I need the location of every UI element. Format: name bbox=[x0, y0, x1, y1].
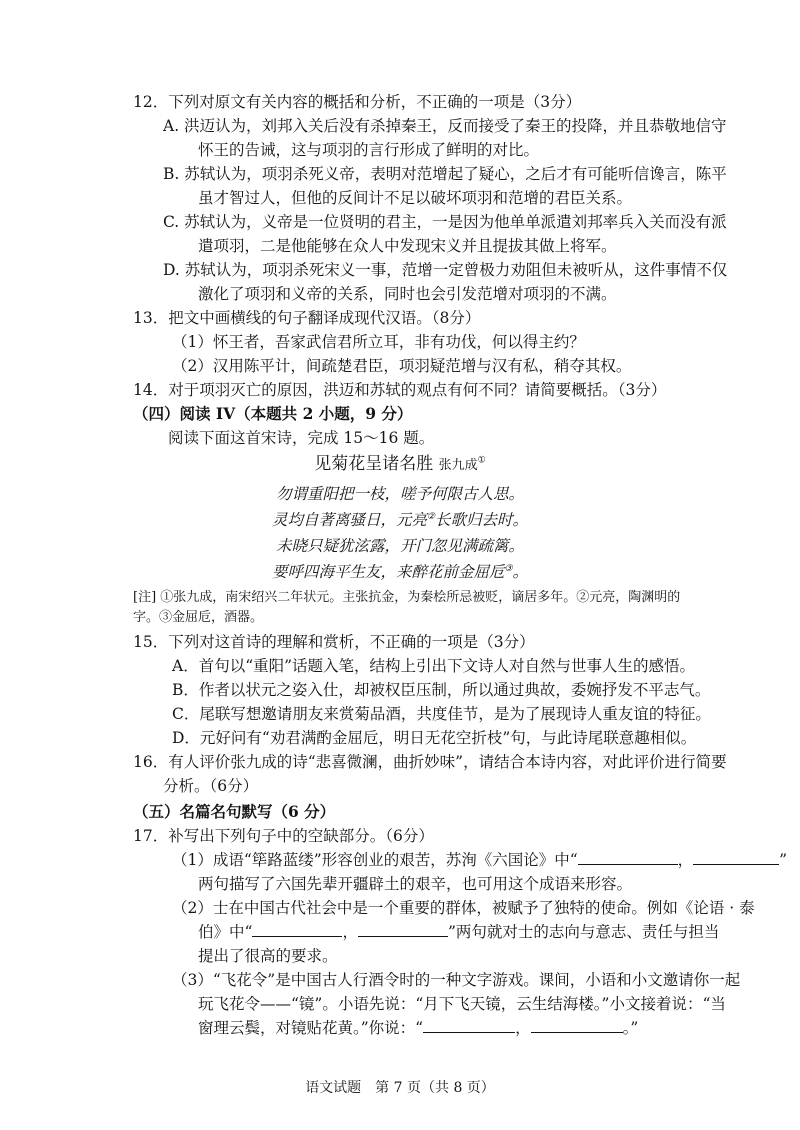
q15-option-b: B．作者以状元之姿入仕，却被权臣压制，所以通过典故，委婉抒发不平志气。 bbox=[172, 681, 711, 699]
answer-blank-1[interactable] bbox=[578, 850, 678, 865]
q12-option-c: C. 苏轼认为，义帝是一位贤明的君主，一是因为他单单派遣刘邦率兵入关而没有派 bbox=[163, 213, 727, 231]
q17-item-1-cont: 两句描写了六国先辈开疆辟土的艰辛，也可用这个成语来形容。 bbox=[198, 875, 633, 893]
footnote-marker-1: ① bbox=[477, 455, 486, 466]
q17-item-1: （1）成语“筚路蓝缕”形容创业的艰苦，苏洵《六国论》中“ ， ” bbox=[172, 851, 788, 869]
q12-option-b-cont: 虽才智过人，但他的反间计不足以破坏项羽和范增的君臣关系。 bbox=[198, 189, 633, 207]
answer-blank-4[interactable] bbox=[358, 922, 448, 937]
answer-blank-3[interactable] bbox=[252, 922, 342, 937]
q15-stem: 15．下列对这首诗的理解和赏析，不正确的一项是（3分） bbox=[133, 633, 535, 651]
section-5-heading: （五）名篇名句默写（6 分） bbox=[133, 802, 336, 821]
q13-stem: 13．把文中画横线的句子翻译成现代汉语。（8分） bbox=[133, 309, 481, 327]
poem-title-line bbox=[0, 454, 800, 476]
poem-note-line-1: [注] ①张九成，南宋绍兴二年状元。主张抗金，为秦桧所忌被贬，谪居多年。②元亮，陶渊明的 bbox=[133, 590, 681, 605]
poem-line-1: 勿谓重阳把一枝，嗟予何限古人思。 bbox=[275, 485, 524, 503]
answer-blank-2[interactable] bbox=[693, 850, 779, 865]
answer-blank-6[interactable] bbox=[531, 1018, 623, 1033]
q12-option-c-cont: 遣项羽，二是他能够在众人中发现宋义并且提拔其做上将军。 bbox=[198, 237, 617, 255]
q12-option-d: D. 苏轼认为，项羽杀死宋义一事，范增一定曾极力劝阻但未被听从，这件事情不仅 bbox=[163, 261, 728, 279]
q17-item-3: （3）“飞花令”是中国古人行酒令时的一种文字游戏。课间，小语和小文邀请你一起 bbox=[172, 971, 741, 989]
q13-sentence-1: （1）怀王者，吾家武信君所立耳，非有功伐，何以得主约？ bbox=[172, 333, 585, 351]
q17-item-2: （2）士在中国古代社会中是一个重要的群体，被赋予了独特的使命。例如《论语 · 泰 bbox=[172, 899, 755, 917]
q17-item-2-end: 提出了很高的要求。 bbox=[198, 947, 338, 965]
q15-option-c: C．尾联写想邀请朋友来赏菊品酒，共度佳节，是为了展现诗人重友谊的特征。 bbox=[172, 705, 711, 723]
q13-sentence-2: （2）汉用陈平计，间疏楚君臣，项羽疑范增与汉有私，稍夺其权。 bbox=[172, 357, 632, 375]
poem-note-line-2: 字。③金屈卮，酒器。 bbox=[133, 610, 264, 625]
poem-line-4-rest: 。 bbox=[512, 563, 529, 581]
q12-option-a: A. 洪迈认为，刘邦入关后没有杀掉秦王，反而接受了秦王的投降，并且恭敬地信守 bbox=[163, 117, 727, 135]
q16-line-1: 16．有人评价张九成的诗“悲喜微澜，曲折妙味”，请结合本诗内容，对此评价进行简要 bbox=[133, 753, 727, 771]
page-footer: 语文试题 第 7 页（共 8 页） bbox=[305, 1080, 495, 1096]
poem-line-4: 要呼四海平生友，来醉花前金屈卮③。 bbox=[271, 563, 529, 581]
q12-option-d-cont: 激化了项羽和义帝的关系，同时也会引发范增对项羽的不满。 bbox=[198, 285, 617, 303]
q12-option-b: B. 苏轼认为，项羽杀死义帝，表明对范增起了疑心，之后才有可能听信谗言，陈平 bbox=[163, 165, 727, 183]
poem-line-2: 灵均自著离骚日，元亮②长歌归去时。 bbox=[271, 511, 529, 529]
poem-line-2-rest: 长歌归去时。 bbox=[435, 511, 529, 529]
footnote-marker-3: ③ bbox=[504, 563, 513, 574]
q17-item-2-cont: 伯》中“ ， ”两句就对士的志向与意志、责任与担当 bbox=[198, 923, 720, 941]
q17-stem: 17．补写出下列句子中的空缺部分。（6分） bbox=[133, 827, 434, 845]
section-4-intro: 阅读下面这首宋诗，完成 15～16 题。 bbox=[168, 429, 435, 447]
q15-option-d: D．元好问有“劝君满酌金屈卮，明日无花空折枝”句，与此诗尾联意趣相似。 bbox=[172, 729, 697, 747]
poem-title: 见菊花呈诸名胜 bbox=[314, 454, 434, 474]
section-4-heading: （四）阅读 IV（本题共 2 小题，9 分） bbox=[133, 404, 413, 423]
poem-line-3: 未晓只疑犹泫露，开门忽见满疏篱。 bbox=[275, 537, 524, 555]
q17-item-3-cont: 玩飞花令——“镜”。小语先说：“月下飞天镜，云生结海楼。”小文接着说：“当 bbox=[198, 995, 726, 1013]
q16-line-2: 分析。（6分） bbox=[163, 777, 259, 795]
poem-author: 张九成 bbox=[438, 458, 478, 473]
q12-option-a-cont: 怀王的告诫，这与项羽的言行形成了鲜明的对比。 bbox=[198, 141, 540, 159]
q12-stem: 12．下列对原文有关内容的概括和分析，不正确的一项是（3分） bbox=[133, 93, 582, 111]
answer-blank-5[interactable] bbox=[423, 1018, 515, 1033]
q17-item-3-end: 窗理云鬓，对镜贴花黄。”你说：“ ， 。” bbox=[198, 1019, 639, 1037]
footnote-marker-2: ② bbox=[426, 511, 436, 522]
q14-stem: 14．对于项羽灭亡的原因，洪迈和苏轼的观点有何不同？请简要概括。（3分） bbox=[133, 381, 667, 399]
q15-option-a: A．首句以“重阳”话题入笔，结构上引出下文诗人对自然与世事人生的感悟。 bbox=[172, 657, 696, 675]
